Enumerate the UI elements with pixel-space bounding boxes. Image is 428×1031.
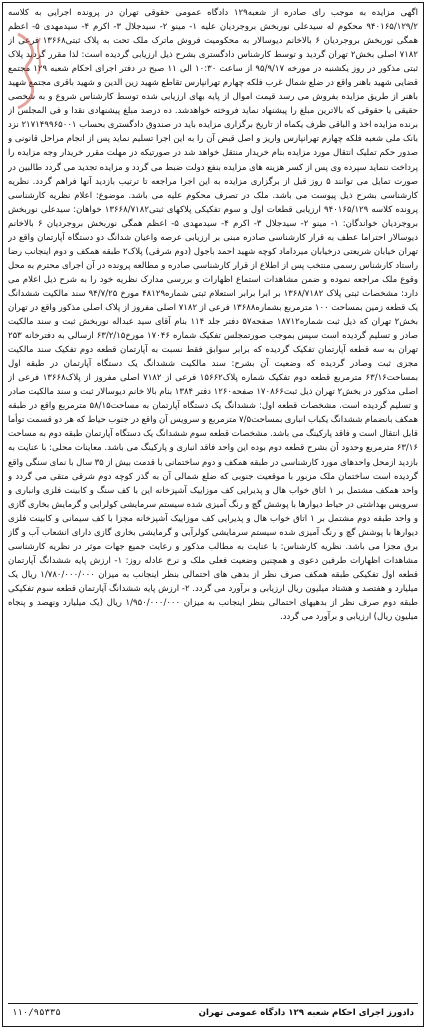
notice-footer: [8, 1003, 418, 1022]
notice-body: [8, 6, 418, 1003]
notice-code: ۱۱۰/۹۵۳۳۵: [12, 1008, 61, 1018]
notice-signature: دادورز اجرای احکام شعبه ۱۲۹ دادگاه عمومی تهران: [198, 1008, 414, 1018]
notice-body-text: اگهی مزایده به موجب رای صادره از شعبه۱۲۹ دادگاه عمومی حقوقی تهران در پرونده اجرایی به کلاسه ۹۴۰۱۶۵/۱۲۹/۲ محکوم له سیدعلی نوربخش بروجردیان علیه ۱- مینو ۲- سیدجلال ۳- اکرم ۴- سیدمهدی ۵- اعظم همگی نوربخش بروجردیان ۶ بالاخانم دیوسالار به محکومیت فروش ماترک ملک تحت به پلاک ثبتی۱۳۶۶۸ فرعی از ۷۱۸۲ اصلی بخش۲ تهران گردید و توسط کارشناس دادگستری بشرح ذیل ارزیابی گردیده است: لذا مقرر گردید پلاک ثبتی مذکور در روز یکشنبه در مورخه ۹۵/۹/۱۷ از ساعت ۱۰:۳۰ الی ۱۱ صبح در دفتر اجرای احکام شعبه ۱۲۹ مجتمع قضایی شهید باهنر واقع در ضلع شمال غرب فلکه چهارم تهرانپارس تقاطع شهید زین الدین و شهید باقری مجتمع شهید باهنر از طریق مزایده بفروش می رسد قیمت اموال از پایه بهای ارزیابی شده توسط کارشناس شروع و به شخصی حقیقی یا حقوقی که بالاترین مبلغ را پیشنهاد نماید فروخته خواهدشد. ده درصد مبلغ پیشنهادی نقدا و فی المجلس از برنده مزایده اخذ و الباقی ظرف یکماه از تاریخ برگزاری مزایده باید در صندوق دادگستری بحساب ۲۱۷۱۴۹۹۶۵۰۰۱ نزد بانک ملی شعبه فلکه چهارم تهرانپارس واریز و اصل قبض آن را به این اجرا تسلیم نماید پس از انجام مراحل قانونی و صدور حکم تملیک انتقال مورد مزایده بنام خریدار منتقل خواهد شد در صورتیکه در مهلت مقرر خریدار وجه مزایده را پرداخت ننماید سپرده وی پس از کسر هزینه های مزایده بنفع دولت ضبط می گردد و مزایده تجدید می گردد طالبین در صورت تمایل می توانند ۵ روز قبل از برگزاری مزایده به این اجرا مراجعه تا ترتیب بازدید آنها فراهم گردد. نظریه کارشناسی بشرح ذیل پیوست می باشد. ملک در تصرف محکوم علیه می باشد. موضوع: اعلام نظریه کارشناسی پرونده کلاسه ۹۴۰۱۶۵/۱۲۹ ارزیابی قطعات اول و سوم تفکیکی پلاکهای ثبتی۱۳۶۶۸/۷۱۸۲ خواهان: سیدعلی نوربخش بروجردیان خواندگان: ۱- مینو ۲- سیدجلال ۳- اکرم ۴- سیدمهدی ۵- اعظم همگی نوربخش بروجردیان ۶ بالاخانم دیوسالار احتراما عطف به قرار کارشناسی صادره مبنی بر ارزیابی عرصه واعیان شدانگ دو دستگاه آپارتمان واقع در تهران خیابان شریعتی درخیابان میرداماد کوچه شهید احمد باجول (دوم شرقی) پلاک۲ طبقه همکف و دوم اینجانب رضا راستاد کارشناس رسمی منتخب پس از اطلاع از قرار کارشناسی صادره و مطالعه پرونده در آن اجرای محترم به محل وقوع ملک مراجعه نموده و ضمن مشاهدات استماع اظهارات و بررسی مدارک نظریه خود را به شرح ذیل اعلام می دارد: مشخصات ثبتی پلاک ۱۳۶۸/۷۱۸۲ بر ابرا برابر استعلام ثبتی شماره۴۸۱۲۹ مورخ ۹۴/۷/۲۵ سند مالکیت ششدانگ یک قطعه زمین بمساحت ۱۰۰ مترمربع بشماره۱۳۶۸۸ فرعی از ۷۱۸۲ اصلی مفروز از پلاک اصلی مذکور واقع در تهران بخش۲ تهران که ذیل ثبت شماره۱۸۷۱۲ صفحه۵۷ دفتر جلد ۱۱۴ بنام آقای سید عبداله نوربخش ثبت و سند مالکیت صادر و تسلیم گردیده است سپس بموجب صورتمجلس تفکیک شماره ۱۷۰۴۶ مورخ۶۳/۲/۱۵ ارسالی به دفترخانه ۲۵۳ تهران به سه قطعه آپارتمان تفکیک گردیده که برابر سوابق فقط نسبت به آپارتمان قطعه دوم تفکیک سند مالکیت مجزی ثبت وصادر گردیده که وضعیت آن بشرح: سند مالکیت ششدانگ یک دستگاه آپارتمان در طبقه اول بمساحت۶۳/۱۶ مترمربع قطعه دوم تفکیک شماره پلاک۱۵۶۶۲ فرعی از ۷۱۸۲ اصلی مفروز از پلاک۱۳۶۶۸ فرعی از اصلی مذکور در بخش۲ تهران ذیل ثبت۱۷۰۸۶۶ صفحه۱۲۶۰ دفتر ۱۳۸۴ بنام بالا خانم دیوسالار ثبت و سند مالکیت صادر و تسلیم گردیده است. مشخصات قطعه اول: ششدانگ یک دستگاه آپارتمان به مساحت۵۸/۱۵ مترمربع واقع در طبقه همکف بانضمام ششدانگ یکباب انباری بمساحت۷/۵ مترمربع و سرویس آن واقع در جنوب حیاط که هر دو قسمت توأما قابل انتقال است و فاقد پارکینگ می باشد. مشخصات قطعه سوم ششدانگ یک دستگاه آپارتمان طبقه دوم به مساحت ۶۳/۱۶ مترمربع وحدود آن بشرح قطعه دوم بوده این واحد فاقد انباری و پارکینگ می باشد. معاینات محلی: با عنایت به بازدید ازمحل واحدهای مورد کارشناسی در طبقه همکف و دوم ساختمانی با قدمت بیش از ۳۵ سال با نمای سنگی واقع گردیده است ساختمان ملک مزبور با موقعیت جنوبی که ضلع شمالی آن به گذر کوچه دوم شرقی متقی می گردد و واحد همکف مشتمل بر ۱ اتاق خواب هال و پذیرایی کف موزاییک آشپزخانه این با کف سنگ و کابینت فلزی وانباری و سرویس بهداشتی در حیاط دیوارها با پوشش گچ و رنگ آمیزی شده سیستم سرمایشی کولرابی و گرمایش بخاری گازی و واحد طبقه دوم مشتمل بر ۱ اتاق خواب هال و پذیرایی کف موزاییک آشپزخانه مجزا با کف سیمانی و کابینت فلزی دیوارها با پوشش گچ و رنگ آمیزی شده سیستم سرمایشی کولرآبی و گرمایشی بخاری گازی دارای انشعاب آب و گاز برق مجزا می باشد. نظریه کارشناس: با عنایت به مطالب مذکور و رعایت جمیع جهات موثر در نظریه کارشناسی مشاهدات اظهارات طرفین دعوی و همچنین وضعیت فعلی ملک و نرخ عادله روز: ۱- ارزش پایه ششدانگ آپارتمان قطعه اول تفکیکی طبقه همکف صرف نظر از بدهی های احتمالی بنظر اینجانب به میزان ۱/۷۸۰/۰۰۰/۰۰۰ ریال یک میلیارد و هفتصد و هشتاد میلیون ریال ارزیابی و برآورد می گردد. ۲- ارزش پایه ششدانگ آپارتمان قطعه سوم تفکیکی طبقه دوم صرف نظر از بدهیهای احتمالی بنظر اینجانب به میزان ۱/۹۵۰/۰۰۰/۰۰۰ ریال (یک میلیارد ونهصد و پنجاه میلیون ریال) ارزیابی و برآورد می گردد.: [8, 8, 418, 623]
auction-notice: [2, 2, 424, 1027]
